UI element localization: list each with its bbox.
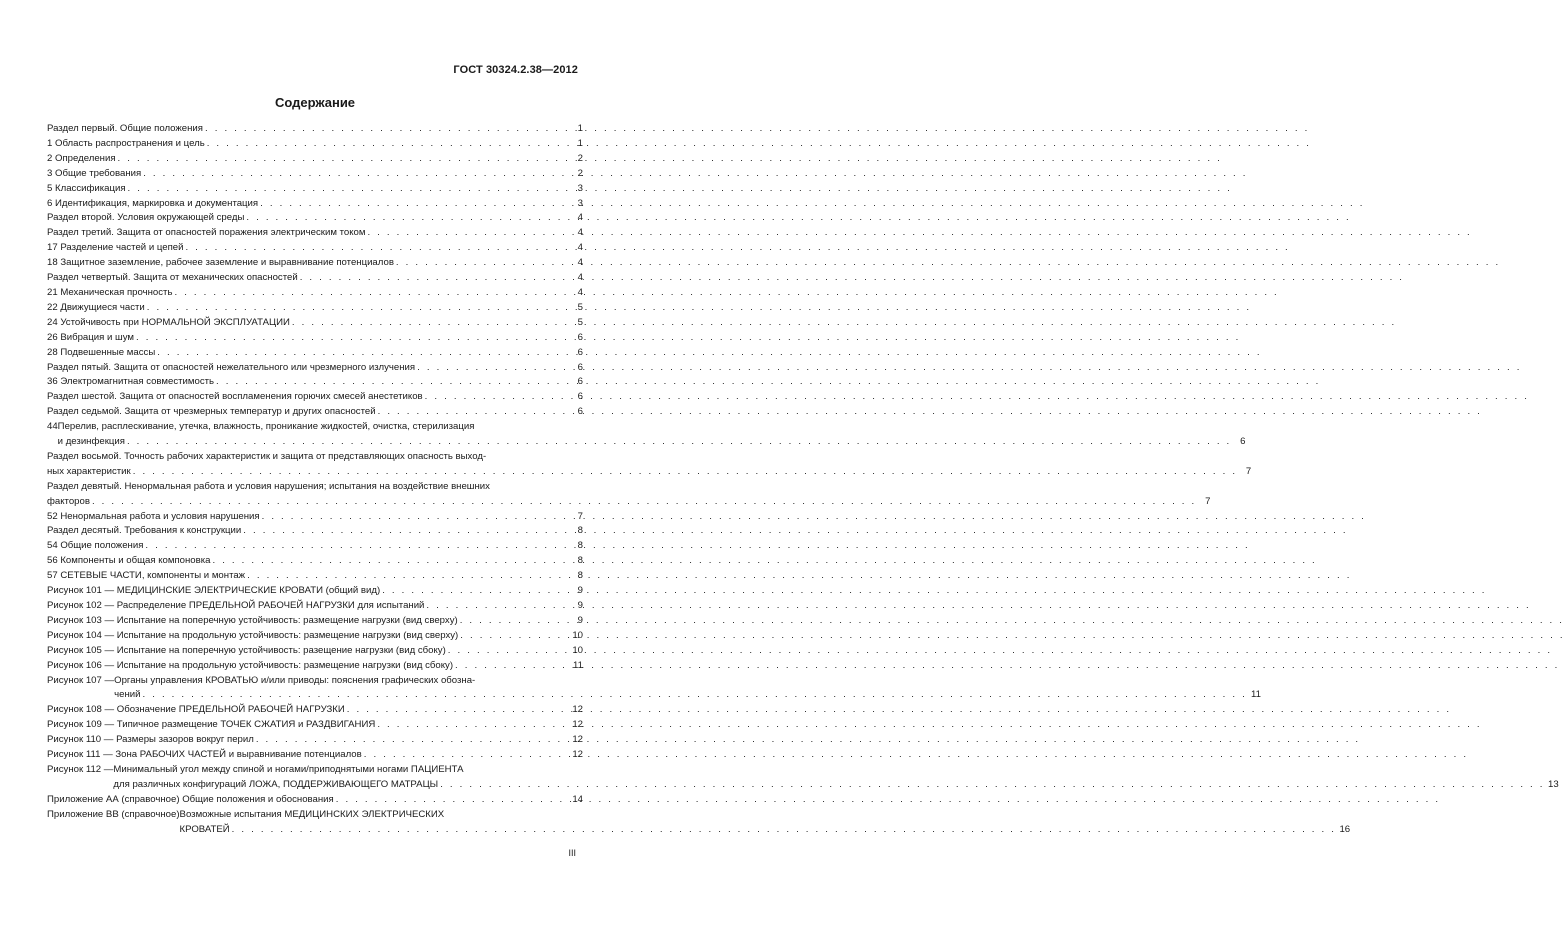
toc-entry[interactable] bbox=[47, 241, 583, 256]
toc-entry-title: Рисунок 104 — Испытание на продольную устойчивость: размещение нагрузки (вид сверху) bbox=[47, 629, 459, 641]
toc-page-number: 11 bbox=[573, 659, 583, 671]
toc-page-number: 3 bbox=[577, 197, 583, 209]
toc-entry-title: Рисунок 103 — Испытание на поперечную устойчивость: размещение нагрузки (вид сверху) bbox=[47, 614, 458, 626]
toc-entry-title: Раздел первый. Общие положения bbox=[47, 123, 203, 134]
toc-page-number: 9 bbox=[577, 600, 583, 611]
toc-entry-title: Рисунок 108 — Обозначение ПРЕДЕЛЬНОЙ РАБОЧЕЙ НАГРУЗКИ bbox=[47, 704, 345, 716]
dot-leader bbox=[254, 733, 571, 748]
toc-entry[interactable] bbox=[47, 569, 583, 584]
dot-leader bbox=[241, 524, 571, 539]
dot-leader bbox=[345, 703, 571, 718]
toc-entry-title: 36 Электромагнитная совместимость bbox=[47, 376, 215, 388]
toc-entry-line1: Перелив, расплескивание, утечка, влажность, проникание жидкостей, очистка, стерилизация bbox=[57, 421, 475, 433]
toc-entry[interactable] bbox=[47, 197, 583, 212]
toc-entry[interactable] bbox=[47, 644, 583, 659]
dot-leader bbox=[140, 688, 1248, 703]
toc-page-number: 8 bbox=[577, 555, 583, 567]
dot-leader bbox=[126, 182, 571, 197]
toc-entry-figure-107[interactable] bbox=[47, 674, 1261, 704]
toc-page-number: 6 bbox=[1240, 436, 1246, 448]
toc-entry[interactable] bbox=[47, 361, 583, 376]
toc-entry-title: 2 Определения bbox=[47, 152, 116, 164]
toc-entry[interactable] bbox=[47, 271, 583, 286]
toc-entry-figure-112[interactable] bbox=[47, 763, 1559, 793]
dot-leader bbox=[183, 241, 571, 256]
toc-page-number: 11 bbox=[1250, 689, 1261, 701]
toc-entry-title: 1 Область распространения и цель bbox=[47, 137, 205, 149]
toc-entry[interactable] bbox=[47, 584, 583, 599]
dot-leader bbox=[155, 346, 571, 361]
dot-leader bbox=[458, 614, 571, 629]
toc-entry[interactable] bbox=[47, 629, 583, 644]
toc-entry[interactable] bbox=[47, 748, 583, 763]
toc-entry-title: 56 Компоненты и общая компоновка bbox=[47, 555, 211, 567]
toc-entry[interactable] bbox=[47, 703, 583, 718]
toc-entry[interactable] bbox=[47, 137, 583, 152]
toc-entry[interactable] bbox=[47, 554, 583, 569]
dot-leader bbox=[205, 137, 571, 152]
dot-leader bbox=[458, 629, 571, 644]
toc-entry-line1: Раздел девятый. Ненормальная работа и условия нарушения; испытания на воздействие внешних bbox=[47, 480, 490, 492]
toc-entry-line1: Органы управления КРОВАТЬЮ и/или приводы: пояснения графических обозна- bbox=[114, 674, 476, 686]
toc-entry-title: Рисунок 101 — МЕДИЦИНСКИЕ ЭЛЕКТРИЧЕСКИЕ КРОВАТИ (общий вид) bbox=[47, 585, 381, 597]
dot-leader bbox=[424, 599, 571, 614]
dot-leader bbox=[258, 197, 571, 212]
toc-entry[interactable] bbox=[47, 256, 583, 271]
toc-entry-title: 54 Общие положения bbox=[47, 540, 144, 552]
toc-group-c bbox=[47, 703, 583, 763]
toc-entry-title: Рисунок 105 — Испытание на поперечную устойчивость: разещение нагрузки (вид сбоку) bbox=[47, 644, 446, 656]
dot-leader bbox=[125, 435, 1233, 450]
toc-entry-title: Раздел четвертый. Защита от механических опасностей bbox=[47, 272, 298, 284]
toc-entry-title: Рисунок 110 — Размеры зазоров вокруг перил bbox=[47, 734, 254, 746]
toc-entry-title: 5 Классификация bbox=[47, 182, 126, 194]
toc-entry-appendix-bb[interactable] bbox=[47, 808, 1351, 838]
toc-entry[interactable] bbox=[47, 718, 583, 733]
toc-entry-title: Приложение АА (справочное) Общие положения и обоснования bbox=[47, 793, 334, 805]
toc-entry-title: Раздел пятый. Защита от опасностей нежелательного или чрезмерного излучения bbox=[47, 361, 416, 373]
toc-page-number: 1 bbox=[577, 123, 583, 134]
toc-page-number: 9 bbox=[577, 585, 583, 597]
toc-entry[interactable] bbox=[47, 599, 583, 614]
dot-leader bbox=[415, 361, 571, 376]
toc-entry-title: 28 Подвешенные массы bbox=[47, 346, 156, 358]
toc-entry[interactable] bbox=[47, 375, 583, 390]
dot-leader bbox=[116, 152, 571, 167]
dot-leader bbox=[423, 390, 571, 405]
toc-page-number: 4 bbox=[577, 242, 583, 254]
dot-leader bbox=[375, 718, 571, 733]
toc-page-number: 4 bbox=[577, 286, 583, 298]
toc-page-number: 1 bbox=[577, 137, 583, 149]
toc-entry[interactable] bbox=[47, 167, 583, 182]
toc-entry-line2: чений bbox=[114, 689, 141, 701]
toc-entry-title: 3 Общие требования bbox=[47, 167, 142, 179]
toc-entry[interactable] bbox=[47, 659, 583, 674]
toc-entry[interactable] bbox=[47, 211, 583, 226]
toc-entry-line1: Возможные испытания МЕДИЦИНСКИХ ЭЛЕКТРИЧЕСКИХ bbox=[179, 808, 445, 820]
toc-page-number: 7 bbox=[1245, 465, 1252, 477]
toc-page-number: 8 bbox=[577, 570, 583, 582]
toc-page-number: 4 bbox=[577, 212, 583, 224]
toc-page-number: 3 bbox=[577, 182, 583, 194]
dot-leader bbox=[453, 659, 571, 674]
dot-leader bbox=[214, 375, 571, 390]
toc-entry[interactable] bbox=[47, 524, 583, 539]
toc-page-number: 7 bbox=[1205, 495, 1211, 507]
toc-entry-title: Рисунок 106 — Испытание на продольную устойчивость: размещение нагрузки (вид сбоку) bbox=[47, 659, 454, 671]
dot-leader bbox=[376, 405, 571, 420]
toc-page-number: 13 bbox=[1547, 778, 1559, 790]
toc-page-number: 4 bbox=[577, 257, 583, 269]
toc-group-a bbox=[47, 122, 583, 420]
toc-group-b bbox=[47, 510, 583, 674]
table-of-contents bbox=[47, 122, 1559, 838]
toc-entry-label: 44 bbox=[47, 421, 58, 433]
dot-leader bbox=[438, 778, 1546, 793]
dot-leader bbox=[230, 823, 1338, 838]
toc-entry-title: Раздел шестой. Защита от опасностей воспламенения горючих смесей анестетиков bbox=[47, 391, 423, 403]
toc-entry-title: 57 СЕТЕВЫЕ ЧАСТИ, компоненты и монтаж bbox=[47, 570, 246, 582]
toc-page-number: 12 bbox=[572, 719, 583, 731]
toc-page-number: 8 bbox=[577, 540, 583, 552]
toc-entry[interactable] bbox=[47, 510, 583, 525]
toc-page-number: 4 bbox=[577, 227, 583, 239]
toc-entry-title: 17 Разделение частей и цепей bbox=[47, 242, 184, 254]
toc-entry-section-8[interactable] bbox=[47, 450, 1252, 480]
dot-leader bbox=[394, 256, 571, 271]
dot-leader bbox=[260, 510, 571, 525]
dot-leader bbox=[131, 465, 1239, 480]
page-number: III bbox=[568, 848, 576, 858]
toc-entry-title: 26 Вибрация и шум bbox=[47, 331, 134, 343]
dot-leader bbox=[172, 286, 571, 301]
toc-page-number: 9 bbox=[577, 614, 583, 626]
toc-page-number: 12 bbox=[572, 749, 583, 761]
dot-leader bbox=[298, 271, 571, 286]
dot-leader bbox=[446, 644, 571, 659]
toc-entry[interactable] bbox=[47, 614, 583, 629]
toc-entry-title: 22 Движущиеся части bbox=[47, 301, 145, 313]
dot-leader bbox=[245, 569, 571, 584]
toc-entry-title: Раздел седьмой. Защита от чрезмерных температур и других опасностей bbox=[47, 406, 376, 418]
dot-leader bbox=[244, 211, 571, 226]
toc-entry-title: 21 Механическая прочность bbox=[47, 286, 173, 298]
dot-leader bbox=[334, 793, 571, 808]
toc-entry-label: Рисунок 107 — bbox=[47, 674, 115, 686]
toc-entry[interactable] bbox=[47, 286, 583, 301]
toc-entry-label: Рисунок 112 — bbox=[47, 763, 114, 775]
toc-page-number: 6 bbox=[577, 361, 583, 373]
toc-entry-44[interactable] bbox=[47, 420, 1246, 450]
toc-entry-title: Раздел второй. Условия окружающей среды bbox=[47, 212, 245, 224]
dot-leader bbox=[143, 539, 571, 554]
toc-entry[interactable] bbox=[47, 733, 583, 748]
toc-entry-title: 52 Ненормальная работа и условия нарушения bbox=[47, 510, 260, 522]
toc-page-number: 10 bbox=[572, 629, 583, 641]
toc-entry-title: Раздел третий. Защита от опасностей поражения электрическим током bbox=[47, 227, 366, 239]
toc-page-number: 5 bbox=[577, 301, 583, 313]
toc-entry[interactable] bbox=[47, 226, 583, 241]
toc-entry-line2: и дезинфекция bbox=[57, 436, 125, 448]
dot-leader bbox=[145, 301, 571, 316]
toc-entry[interactable] bbox=[47, 152, 583, 167]
toc-entry[interactable] bbox=[47, 301, 583, 316]
toc-page-number: 6 bbox=[577, 346, 583, 358]
toc-page-number: 12 bbox=[572, 704, 583, 716]
toc-page-number: 14 bbox=[572, 793, 583, 805]
toc-page-number: 6 bbox=[577, 391, 583, 403]
toc-page-number: 7 bbox=[577, 510, 583, 522]
toc-entry[interactable] bbox=[47, 390, 583, 405]
toc-entry-line2: КРОВАТЕЙ bbox=[179, 823, 230, 835]
toc-page-number: 6 bbox=[577, 406, 583, 418]
toc-entry[interactable] bbox=[47, 346, 583, 361]
toc-entry-title: 24 Устойчивость при НОРМАЛЬНОЙ ЭКСПЛУАТАЦИИ bbox=[47, 316, 290, 328]
toc-page-number: 8 bbox=[577, 525, 583, 537]
toc-entry[interactable] bbox=[47, 316, 583, 331]
dot-leader bbox=[203, 122, 571, 137]
toc-entry[interactable] bbox=[47, 539, 583, 554]
toc-page-number: 2 bbox=[577, 167, 583, 179]
toc-entry-line2: для различных конфигураций ЛОЖА, ПОДДЕРЖИВАЮЩЕГО МАТРАЦЫ bbox=[113, 778, 439, 790]
toc-page-number: 6 bbox=[577, 331, 583, 343]
toc-entry-title: 18 Защитное заземление, рабочее заземление и выравнивание потенциалов bbox=[47, 257, 394, 269]
page-title: Содержание bbox=[274, 95, 356, 110]
toc-entry[interactable] bbox=[47, 405, 583, 420]
toc-entry-title: Раздел десятый. Требования к конструкции bbox=[47, 525, 242, 537]
toc-entry-title: Рисунок 109 — Типичное размещение ТОЧЕК СЖАТИЯ и РАЗДВИГАНИЯ bbox=[47, 719, 376, 731]
toc-entry-line1: Минимальный угол между спиной и ногами/приподнятыми ногами ПАЦИЕНТА bbox=[113, 763, 464, 775]
toc-page-number: 6 bbox=[577, 376, 583, 388]
dot-leader bbox=[210, 554, 571, 569]
toc-page-number: 5 bbox=[577, 316, 583, 328]
toc-entry-title: Рисунок 102 — Распределение ПРЕДЕЛЬНОЙ РАБОЧЕЙ НАГРУЗКИ для испытаний bbox=[47, 600, 425, 611]
dot-leader bbox=[365, 226, 571, 241]
toc-entry[interactable] bbox=[47, 331, 583, 346]
toc-page-number: 2 bbox=[577, 152, 583, 164]
toc-entry-line2: ных характеристик bbox=[47, 465, 131, 477]
toc-page-number: 10 bbox=[572, 644, 583, 656]
toc-entry-section-9[interactable] bbox=[47, 480, 1211, 510]
document-code: ГОСТ 30324.2.38—2012 bbox=[453, 64, 578, 76]
toc-entry-appendix-aa[interactable] bbox=[47, 793, 583, 808]
dot-leader bbox=[380, 584, 571, 599]
toc-page-number: 12 bbox=[572, 734, 583, 746]
toc-entry[interactable] bbox=[47, 122, 583, 137]
toc-page-number: 16 bbox=[1339, 823, 1351, 835]
dot-leader bbox=[141, 167, 571, 182]
toc-entry[interactable] bbox=[47, 182, 583, 197]
dot-leader bbox=[134, 331, 571, 346]
dot-leader bbox=[362, 748, 571, 763]
toc-page-number: 4 bbox=[577, 272, 583, 284]
toc-entry-title: 6 Идентификация, маркировка и документация bbox=[47, 197, 259, 209]
toc-entry-title: Рисунок 111 — Зона РАБОЧИХ ЧАСТЕЙ и выравнивание потенциалов bbox=[47, 749, 362, 761]
toc-entry-label: Приложение ВВ (справочное) bbox=[47, 808, 180, 820]
toc-entry-line1: Раздел восьмой. Точность рабочих характеристик и защита от представляющих опасность выход- bbox=[47, 450, 487, 462]
dot-leader bbox=[90, 495, 1198, 510]
dot-leader bbox=[290, 316, 571, 331]
toc-entry-line2: факторов bbox=[47, 495, 90, 507]
